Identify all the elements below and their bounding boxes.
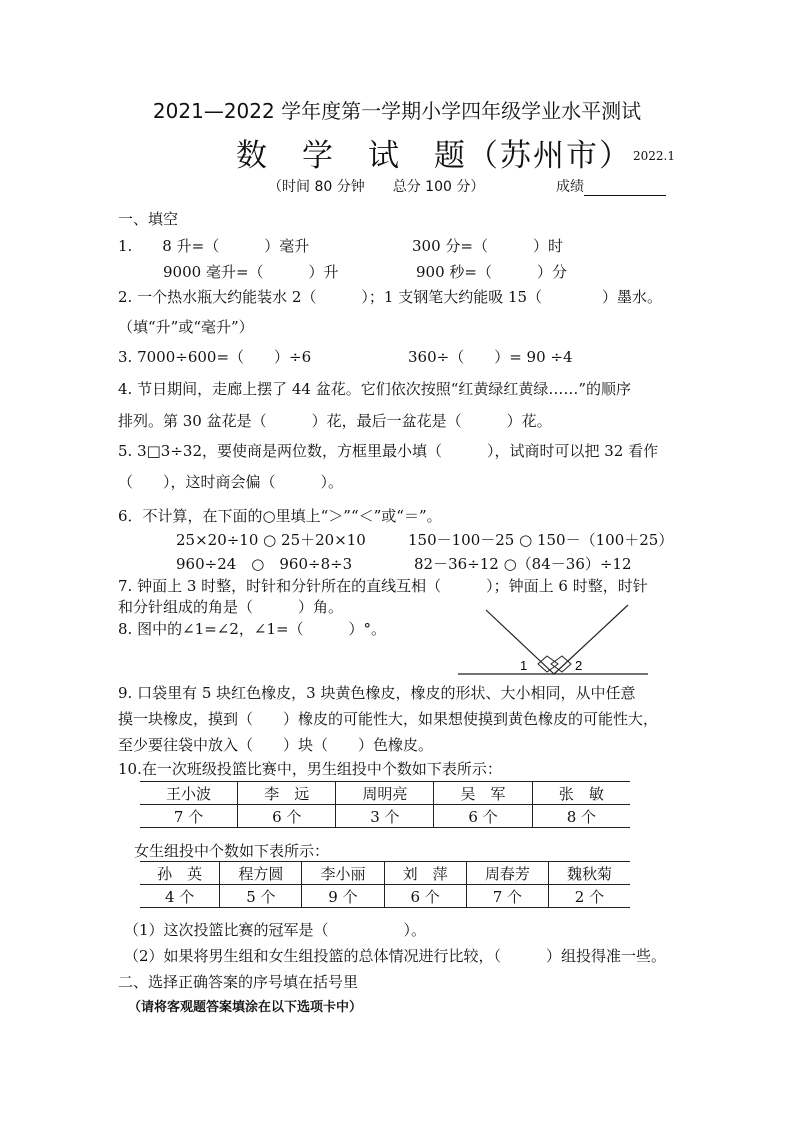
angle-mark-right xyxy=(551,656,571,672)
exam-title: 2021—2022 学年度第一学期小学四年级学业水平测试 xyxy=(152,99,642,123)
angle-label-1: 1 xyxy=(520,658,528,673)
table-row xyxy=(140,805,630,828)
q1-a: 1. 8 升=（ ）毫升 xyxy=(118,237,310,255)
boys-table xyxy=(140,781,630,828)
q9-line3: 至少要往袋中放入（ ）块（ ）色橡皮。 xyxy=(118,736,434,754)
angle-label-2: 2 xyxy=(575,658,583,673)
exam-time-score: （时间 80 分钟 总分 100 分） xyxy=(268,179,485,195)
girls-name-cell: 刘 萍 xyxy=(384,862,466,885)
score-label: 成绩 xyxy=(556,179,584,195)
boys-count-cell: 3 个 xyxy=(336,805,434,828)
q4-line1: 4. 节日期间，走廊上摆了 44 盆花。它们依次按照“红黄绿红黄绿……”的顺序 xyxy=(118,380,632,398)
girls-count-cell: 4 个 xyxy=(140,885,220,908)
boys-count-cell: 6 个 xyxy=(434,805,532,828)
q8-text: 8. 图中的∠1=∠2，∠1=（ ）°。 xyxy=(118,620,387,638)
girls-count-cell: 9 个 xyxy=(302,885,384,908)
boys-name-cell: 吴 军 xyxy=(434,782,532,805)
q1-b: 300 分=（ ）时 xyxy=(412,237,563,255)
section1-heading: 一、填空 xyxy=(118,210,179,228)
girls-count-cell: 6 个 xyxy=(384,885,466,908)
q2-line2: （填“升”或“毫升”） xyxy=(118,318,254,336)
girls-name-cell: 程方圆 xyxy=(220,862,302,885)
boys-name-cell: 周明亮 xyxy=(336,782,434,805)
q6-line1: 6．不计算，在下面的○里填上“＞”“＜”或“＝”。 xyxy=(118,507,442,525)
table-row xyxy=(140,885,630,908)
q7-line1: 7. 钟面上 3 时整，时针和分针所在的直线互相（ ）；钟面上 6 时整，时针 xyxy=(118,577,648,595)
q6-row1-left: 25×20÷10 ○ 25＋20×10 xyxy=(176,531,366,549)
q10-line2: 女生组投中个数如下表所示： xyxy=(134,842,330,860)
girls-count-cell: 7 个 xyxy=(466,885,548,908)
exam-date: 2022.1 xyxy=(633,149,675,163)
table-row xyxy=(140,782,630,805)
q10-line1: 10.在一次班级投篮比赛中，男生组投中个数如下表所示： xyxy=(118,760,502,778)
q2-line1: 2. 一个热水瓶大约能装水 2（ ）；1 支钢笔大约能吸 15（ ）墨水。 xyxy=(118,288,663,306)
boys-name-cell: 李 远 xyxy=(238,782,336,805)
girls-name-cell: 魏秋菊 xyxy=(548,862,630,885)
q5-line2: （ ），这时商会偏（ ）。 xyxy=(118,473,344,491)
score-blank-line xyxy=(584,181,666,196)
table-row xyxy=(140,862,630,885)
boys-count-cell: 7 个 xyxy=(140,805,238,828)
q6-row2-left: 960÷24 ○ 960÷8÷3 xyxy=(176,555,353,573)
section2-heading: 二、选择正确答案的序号填在括号里 xyxy=(118,973,359,991)
section2-note: （请将客观题答案填涂在以下选项卡中） xyxy=(128,1000,363,1015)
q10-sub2: （2）如果将男生组和女生组投篮的总体情况进行比较，（ ）组投得准一些。 xyxy=(124,947,667,965)
girls-table xyxy=(140,861,630,908)
girls-count-cell: 2 个 xyxy=(548,885,630,908)
q1-d: 900 秒=（ ）分 xyxy=(416,263,567,281)
angle-figure xyxy=(458,600,648,680)
q4-line2: 排列。第 30 盆花是（ ）花，最后一盆花是（ ）花。 xyxy=(118,412,552,430)
q1-c: 9000 毫升=（ ）升 xyxy=(163,263,339,281)
q9-line2: 摸一块橡皮，摸到（ ）橡皮的可能性大，如果想使摸到黄色橡皮的可能性大， xyxy=(118,710,659,728)
boys-count-cell: 6 个 xyxy=(238,805,336,828)
q5-line1: 5. 3□3÷32，要使商是两位数，方框里最小填（ ），试商时可以把 32 看作 xyxy=(118,442,659,460)
q3-a: 3. 7000÷600=（ ）÷6 xyxy=(118,348,312,366)
girls-name-cell: 周春芳 xyxy=(466,862,548,885)
boys-name-cell: 张 敏 xyxy=(532,782,630,805)
boys-name-cell: 王小波 xyxy=(140,782,238,805)
q7-line2: 和分针组成的角是（ ）角。 xyxy=(118,598,344,616)
angle-mark-left xyxy=(538,656,558,672)
girls-count-cell: 5 个 xyxy=(220,885,302,908)
boys-count-cell: 8 个 xyxy=(532,805,630,828)
girls-name-cell: 李小丽 xyxy=(302,862,384,885)
angle-ray-right xyxy=(554,605,628,674)
score-field xyxy=(556,176,666,196)
subject-title: 数 学 试 题（苏州市） xyxy=(236,138,632,174)
q3-b: 360÷（ ）= 90 ÷4 xyxy=(408,348,573,366)
q9-line1: 9. 口袋里有 5 块红色橡皮，3 块黄色橡皮，橡皮的形状、大小相同，从中任意 xyxy=(118,684,636,702)
q6-row1-right: 150－100－25 ○ 150－（100＋25） xyxy=(408,531,674,549)
q6-row2-right: 82－36÷12 ○（84－36）÷12 xyxy=(414,555,632,573)
q10-sub1: （1）这次投篮比赛的冠军是（ ）。 xyxy=(124,921,427,939)
girls-name-cell: 孙 英 xyxy=(140,862,220,885)
